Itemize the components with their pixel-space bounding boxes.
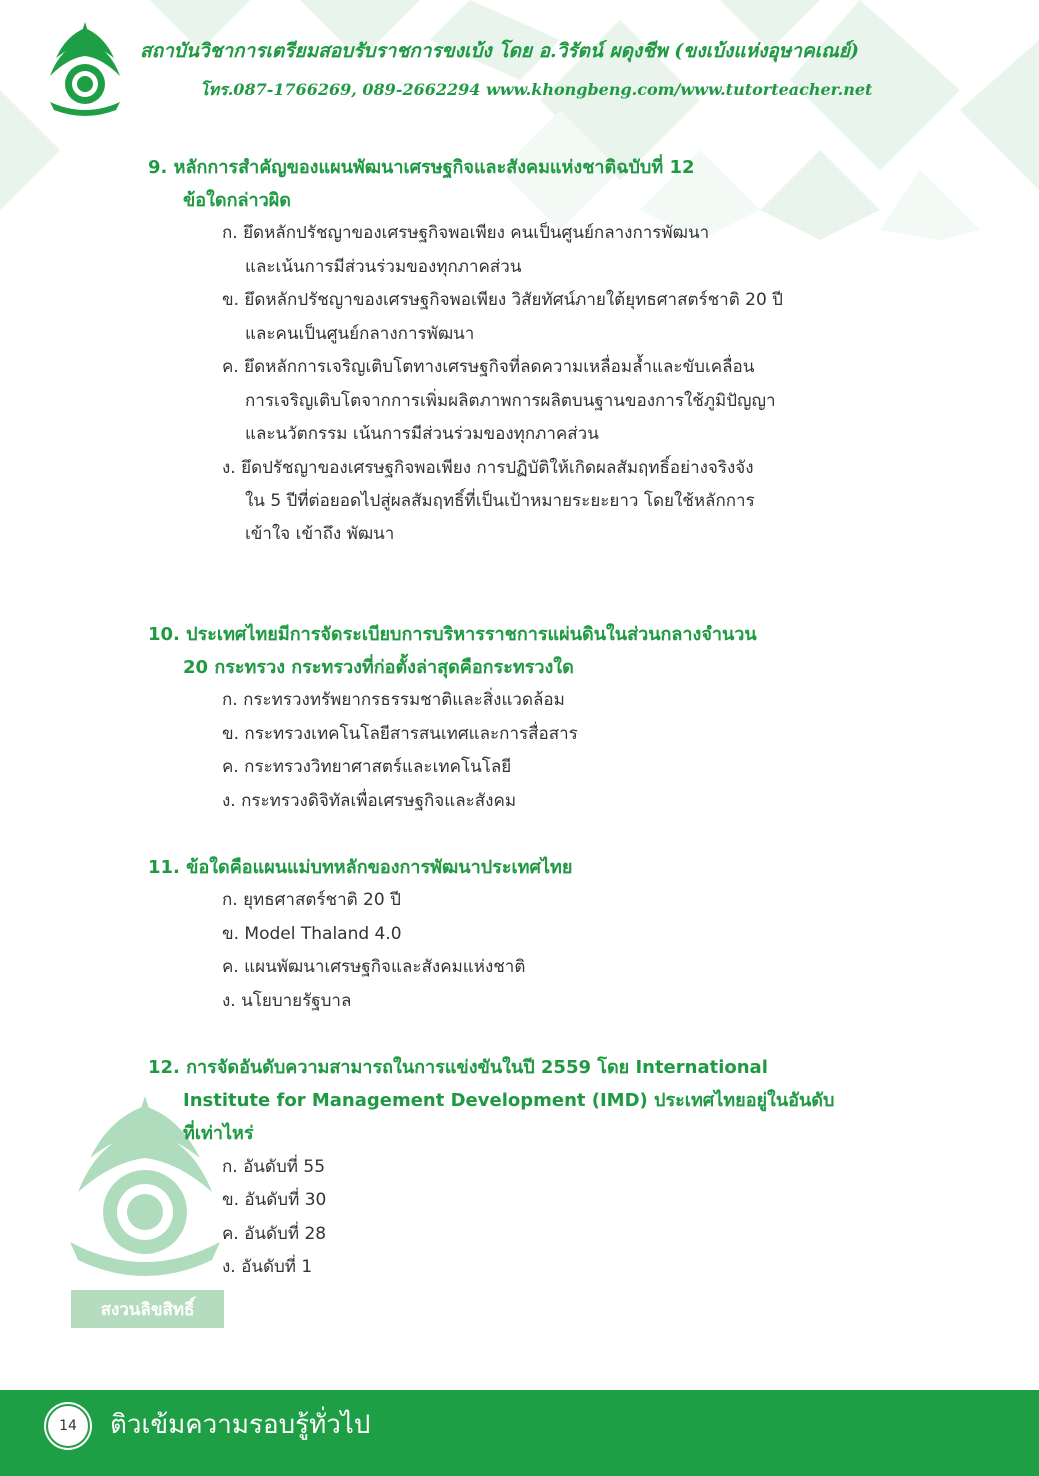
question-9-option-a-cont: และเน้นการมีส่วนร่วมของทุกภาคส่วน [245,257,522,277]
question-10-option-a: ก. กระทรวงทรัพยากรธรรมชาติและสิ่งแวดล้อม [222,690,565,710]
question-9-option-d-cont-1: ใน 5 ปีที่ต่อยอดไปสู่ผลสัมฤทธิ์ที่เป็นเป้าหมายระยะยาว โดยใช้หลักการ [245,491,755,511]
question-12-option-d: ง. อันดับที่ 1 [222,1257,313,1277]
footer-bar [0,1390,1039,1476]
question-9-option-d-cont-2: เข้าใจ เข้าถึง พัฒนา [245,524,395,544]
question-10-option-b: ข. กระทรวงเทคโนโลยีสารสนเทศและการสื่อสาร [222,724,578,744]
question-12-line-1: 12. การจัดอันดับความสามารถในการแข่งขันในปี 2559 โดย International [148,1057,768,1078]
question-9-option-c-cont-2: และนวัตกรรม เน้นการมีส่วนร่วมของทุกภาคส่วน [245,424,599,444]
page-number: 14 [46,1404,90,1448]
question-11-option-d: ง. นโยบายรัฐบาล [222,991,352,1011]
footer-title: ติวเข้มความรอบรู้ทั่วไป [110,1410,371,1440]
question-11-option-c: ค. แผนพัฒนาเศรษฐกิจและสังคมแห่งชาติ [222,957,526,977]
question-11-option-b: ข. Model Thaland 4.0 [222,924,402,944]
question-9-line-1: 9. หลักการสำคัญของแผนพัฒนาเศรษฐกิจและสังคมแห่งชาติฉบับที่ 12 [148,157,695,178]
question-10-line-2: 20 กระทรวง กระทรวงที่ก่อตั้งล่าสุดคือกระทรวงใด [183,657,574,678]
question-10-line-1: 10. ประเทศไทยมีการจัดระเบียบการบริหารราชการแผ่นดินในส่วนกลางจำนวน [148,624,757,645]
question-11-line-1: 11. ข้อใดคือแผนแม่บทหลักของการพัฒนาประเทศไทย [148,857,573,878]
question-9-option-b: ข. ยึดหลักปรัชญาของเศรษฐกิจพอเพียง วิสัยทัศน์ภายใต้ยุทธศาสตร์ชาติ 20 ปี [222,290,783,310]
question-11-option-a: ก. ยุทธศาสตร์ชาติ 20 ปี [222,890,401,910]
watermark-label: สงวนลิขสิทธิ์ [71,1290,224,1328]
question-10-option-c: ค. กระทรวงวิทยาศาสตร์และเทคโนโลยี [222,757,512,777]
question-12-option-b: ข. อันดับที่ 30 [222,1190,327,1210]
question-9-option-b-cont: และคนเป็นศูนย์กลางการพัฒนา [245,324,475,344]
question-9-option-c: ค. ยึดหลักการเจริญเติบโตทางเศรษฐกิจที่ลดความเหลื่อมล้ำและขับเคลื่อน [222,357,755,377]
question-12-option-c: ค. อันดับที่ 28 [222,1224,327,1244]
contact-info: โทร.087-1766269, 089-2662294 www.khongbeng.com/www.tutorteacher.net [200,80,873,99]
question-12-line-3: ที่เท่าไหร่ [183,1123,254,1144]
question-12-option-a: ก. อันดับที่ 55 [222,1157,326,1177]
question-9-option-d: ง. ยึดปรัชญาของเศรษฐกิจพอเพียง การปฏิบัติให้เกิดผลสัมฤทธิ์อย่างจริงจัง [222,458,754,478]
question-12-line-2: Institute for Management Development (IMD) ประเทศไทยอยู่ในอันดับ [183,1090,835,1111]
question-9-option-a: ก. ยึดหลักปรัชญาของเศรษฐกิจพอเพียง คนเป็นศูนย์กลางการพัฒนา [222,223,710,243]
question-10-option-d: ง. กระทรวงดิจิทัลเพื่อเศรษฐกิจและสังคม [222,791,517,811]
institute-name: สถาบันวิชาการเตรียมสอบรับราชการขงเบ้ง โดย อ.วิรัตน์ ผดุงชีพ (ขงเบ้งแห่งอุษาคเณย์) [140,40,859,62]
question-9-option-c-cont-1: การเจริญเติบโตจากการเพิ่มผลิตภาพการผลิตบนฐานของการใช้ภูมิปัญญา [245,391,776,411]
institute-logo [44,18,126,118]
question-9-line-2: ข้อใดกล่าวผิด [183,190,291,211]
